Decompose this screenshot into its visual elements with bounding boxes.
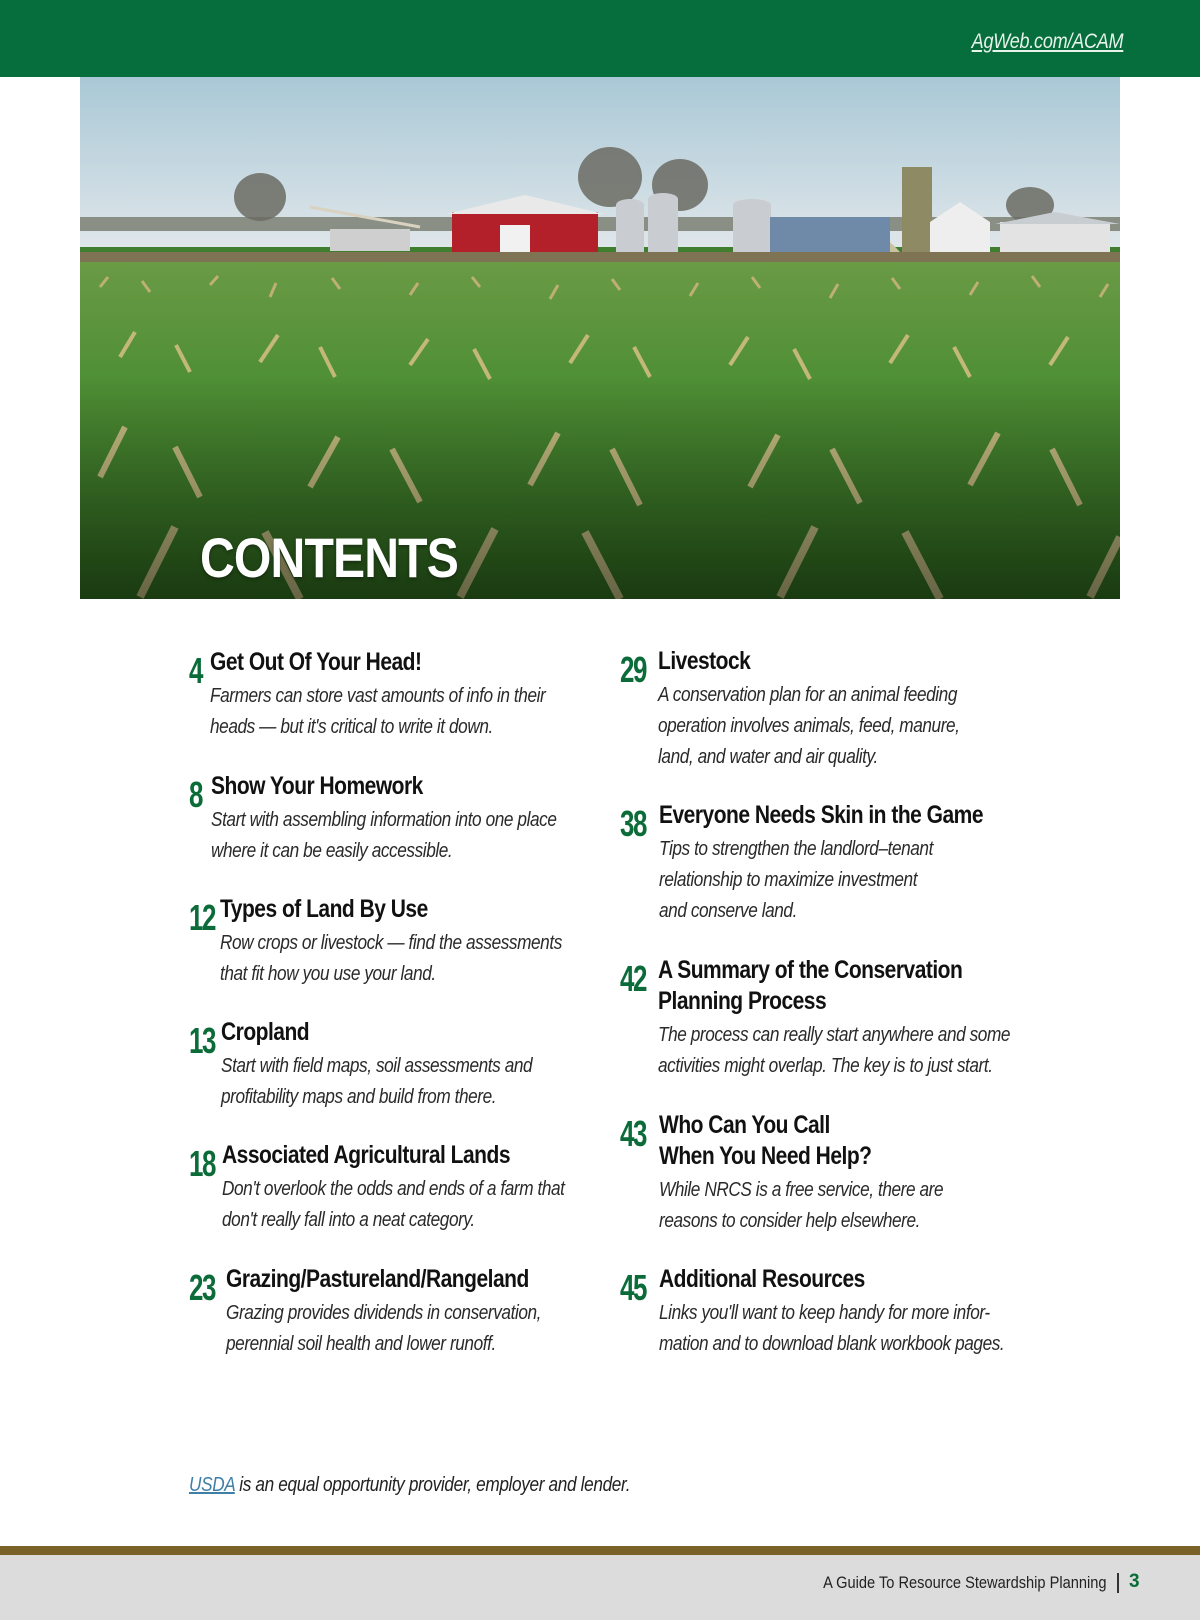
toc-entry-title: Get Out Of Your Head! <box>210 648 422 676</box>
toc-page-number: 43 <box>620 1113 646 1154</box>
toc-page-number: 42 <box>620 958 646 999</box>
page-number: 3 <box>1129 1571 1140 1592</box>
toc-page-number: 45 <box>620 1267 646 1308</box>
toc-entry-text <box>659 800 1045 926</box>
toc-entry-description <box>658 1019 1010 1081</box>
toc-description-line: perennial soil health and lower runoff. <box>226 1332 496 1355</box>
toc-page-number: 13 <box>189 1020 215 1061</box>
footer-rule <box>0 1546 1200 1555</box>
footnote-text: is an equal opportunity provider, employer and lender. <box>234 1474 631 1496</box>
toc-description-line: Don't overlook the odds and ends of a farm that <box>222 1177 565 1200</box>
toc-entry-title: Additional Resources <box>659 1265 865 1293</box>
toc-description-line: Start with assembling information into one place <box>211 808 557 831</box>
toc-description-line: don't really fall into a neat category. <box>222 1208 475 1231</box>
toc-entry-description <box>658 679 960 772</box>
toc-entry-description <box>211 804 556 866</box>
toc-entry-title: Cropland <box>221 1018 310 1046</box>
toc-description-line: operation involves animals, feed, manure, <box>658 714 960 737</box>
toc-entry-description <box>220 927 562 989</box>
toc-entry-description <box>659 1174 943 1236</box>
toc-page-number: 38 <box>620 803 646 844</box>
toc-page-number: 29 <box>620 649 646 690</box>
toc-description-line: Farmers can store vast amounts of info in their <box>210 684 546 707</box>
toc-description-line: Grazing provides dividends in conservation, <box>226 1301 542 1324</box>
toc-entry-text <box>659 1264 1070 1359</box>
toc-entry-description <box>226 1297 541 1359</box>
equal-opportunity-note <box>189 1474 630 1497</box>
hero-image <box>80 77 1120 599</box>
footer-divider <box>1117 1573 1119 1593</box>
toc-page-number: 8 <box>189 774 202 815</box>
toc-entry-text <box>220 894 627 989</box>
toc-entry-text <box>658 955 1077 1081</box>
toc-description-line: Start with field maps, soil assessments and <box>221 1054 533 1077</box>
toc-page-number: 4 <box>189 650 202 691</box>
toc-entry-title: Show Your Homework <box>211 772 423 800</box>
toc-description-line: While NRCS is a free service, there are <box>659 1178 944 1201</box>
toc-description-line: where it can be easily accessible. <box>211 839 453 862</box>
toc-entry-text <box>211 771 622 866</box>
toc-description-line: and conserve land. <box>659 899 797 922</box>
toc-description-line: reasons to consider help elsewhere. <box>659 1209 920 1232</box>
agweb-link[interactable]: AgWeb.com/ACAM <box>971 30 1123 53</box>
toc-entry-title: Grazing/Pastureland/Rangeland <box>226 1265 529 1293</box>
toc-description-line: Tips to strengthen the landlord–tenant <box>659 837 933 860</box>
farm-field-photo <box>80 77 1120 599</box>
toc-description-line: mation and to download blank workbook pages. <box>659 1332 1005 1355</box>
toc-description-line: heads — but it's critical to write it down. <box>210 715 493 738</box>
toc-description-line: relationship to maximize investment <box>659 868 918 891</box>
toc-description-line: The process can really start anywhere and some <box>658 1023 1011 1046</box>
toc-entry-text <box>659 1110 997 1236</box>
toc-entry-title: Planning Process <box>658 987 827 1015</box>
toc-page-number: 18 <box>189 1143 215 1184</box>
toc-description-line: activities might overlap. The key is to just start. <box>658 1054 993 1077</box>
toc-description-line: profitability maps and build from there. <box>221 1085 497 1108</box>
toc-description-line: A conservation plan for an animal feeding <box>658 683 958 706</box>
toc-entry-title: A Summary of the Conservation <box>658 956 963 984</box>
toc-description-line: Row crops or livestock — find the assessments <box>220 931 562 954</box>
usda-link[interactable]: USDA <box>189 1474 235 1496</box>
toc-page-number: 12 <box>189 897 215 938</box>
toc-entry-text <box>226 1264 601 1359</box>
toc-entry-text <box>221 1017 591 1112</box>
toc-description-line: that fit how you use your land. <box>220 962 436 985</box>
toc-entry-text <box>222 1140 630 1235</box>
header-bar <box>0 0 1200 77</box>
toc-page-number: 23 <box>189 1267 215 1308</box>
toc-entry-title: When You Need Help? <box>659 1142 872 1170</box>
toc-entry-title: Everyone Needs Skin in the Game <box>659 801 984 829</box>
toc-entry-title: Associated Agricultural Lands <box>222 1141 511 1169</box>
toc-description-line: land, and water and air quality. <box>658 745 878 768</box>
contents-heading: CONTENTS <box>200 526 458 589</box>
toc-entry-text <box>658 646 1017 772</box>
toc-entry-text <box>210 647 609 742</box>
toc-entry-description <box>221 1050 532 1112</box>
toc-entry-title: Livestock <box>658 647 751 675</box>
toc-description-line: Links you'll want to keep handy for more infor- <box>659 1301 990 1324</box>
toc-entry-description <box>222 1173 565 1235</box>
toc-entry-description <box>210 680 545 742</box>
toc-entry-description <box>659 1297 1004 1359</box>
toc-entry-title: Who Can You Call <box>659 1111 830 1139</box>
toc-entry-title: Types of Land By Use <box>220 895 428 923</box>
footer-publication-title: A Guide To Resource Stewardship Planning <box>822 1573 1106 1592</box>
toc-entry-description <box>659 833 983 926</box>
